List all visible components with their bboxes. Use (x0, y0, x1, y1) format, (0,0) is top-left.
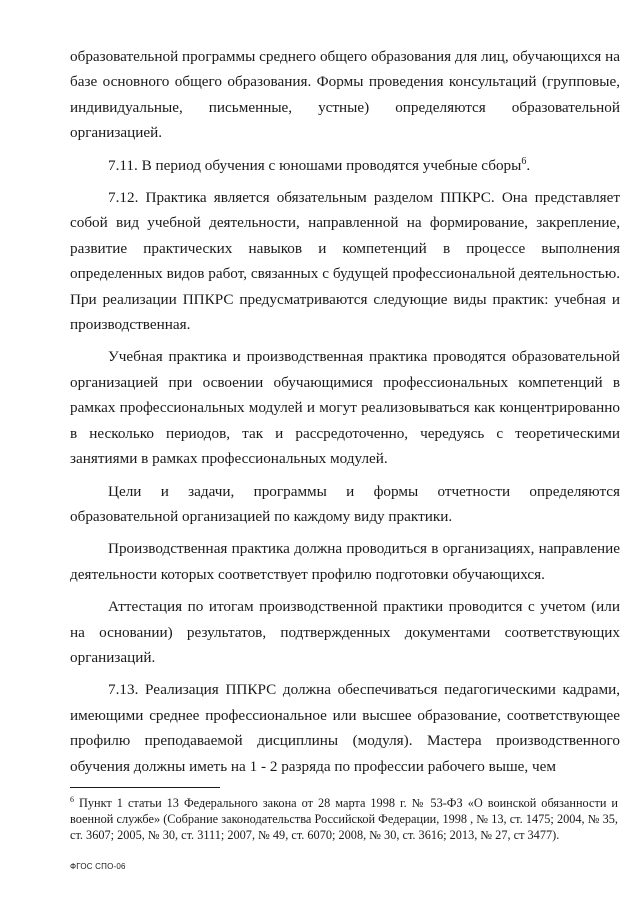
paragraph-goals (70, 479, 620, 530)
paragraph-text: Цели и задачи, программы и формы отчетности определяются образовательной организацией по каждому виду практики. (70, 482, 620, 525)
document-code: ФГОС СПО-06 (70, 862, 126, 871)
paragraph-text: Учебная практика и производственная практика проводятся образовательной организацией при освоении обучающимися профессиональных компетенций в рамках профессиональных модулей и могут реализовываться как концентрированно в несколько периодов, так и рассредоточенно, чередуясь с теоретическими занятиями в рамках профессиональных модулей. (70, 348, 620, 468)
footnote-text: Пункт 1 статьи 13 Федерального закона от 28 марта 1998 г. № 53-ФЗ «О воинской обязанности и военной службе» (Собрание законодательства Российской Федерации, 1998 , № 13, ст. 1475; 2004, № 35, ст. 3607; 2005, № 30, ст. 3111; 2007, № 49, ст. 6070; 2008, № 30, ст. 3616; 2013, № 27, ст 3477). (70, 796, 618, 842)
footnote-separator (70, 787, 220, 788)
paragraph-7-11 (70, 153, 620, 178)
paragraph-practice-types (70, 344, 620, 471)
paragraph-text: 7.11. В период обучения с юношами проводятся учебные сборы (108, 156, 522, 174)
paragraph-text: образовательной программы среднего общего образования для лиц, обучающихся на базе основного общего образования. Формы проведения консультаций (групповые, индивидуальные, письменные, устные) определяются образовательной организацией. (70, 48, 620, 142)
footnote-mark: 6 (70, 794, 74, 804)
paragraph-production-practice (70, 536, 620, 587)
paragraph-text: Аттестация по итогам производственной практики проводится с учетом (или на основании) результатов, подтвержденных документами соответствующих организаций. (70, 598, 620, 666)
paragraph-continuation (70, 44, 620, 146)
paragraph-7-13 (70, 677, 620, 779)
paragraph-attestation (70, 594, 620, 670)
paragraph-text: 7.12. Практика является обязательным разделом ППКРС. Она представляет собой вид учебной деятельности, направленной на формирование, закрепление, развитие практических навыков и компетенций в процессе выполнения определенных видов работ, связанных с будущей профессиональной деятельностью. При реализации ППКРС предусматриваются следующие виды практик: учебная и производственная. (70, 189, 620, 334)
footnote-reference: 6 (521, 155, 527, 167)
paragraph-text: 7.13. Реализация ППКРС должна обеспечиваться педагогическими кадрами, имеющими среднее профессиональное или высшее образование, соответствующее профилю преподаваемой дисциплины (модуля). Мастера производственного обучения должны иметь на 1 - 2 разряда по профессии рабочего выше, чем (70, 681, 620, 775)
paragraph-text: Производственная практика должна проводиться в организациях, направление деятельности которых соответствует профилю подготовки обучающихся. (70, 540, 620, 583)
footnote (70, 795, 618, 843)
paragraph-tail: . (526, 156, 531, 174)
body-text (70, 44, 620, 779)
paragraph-7-12 (70, 185, 620, 337)
